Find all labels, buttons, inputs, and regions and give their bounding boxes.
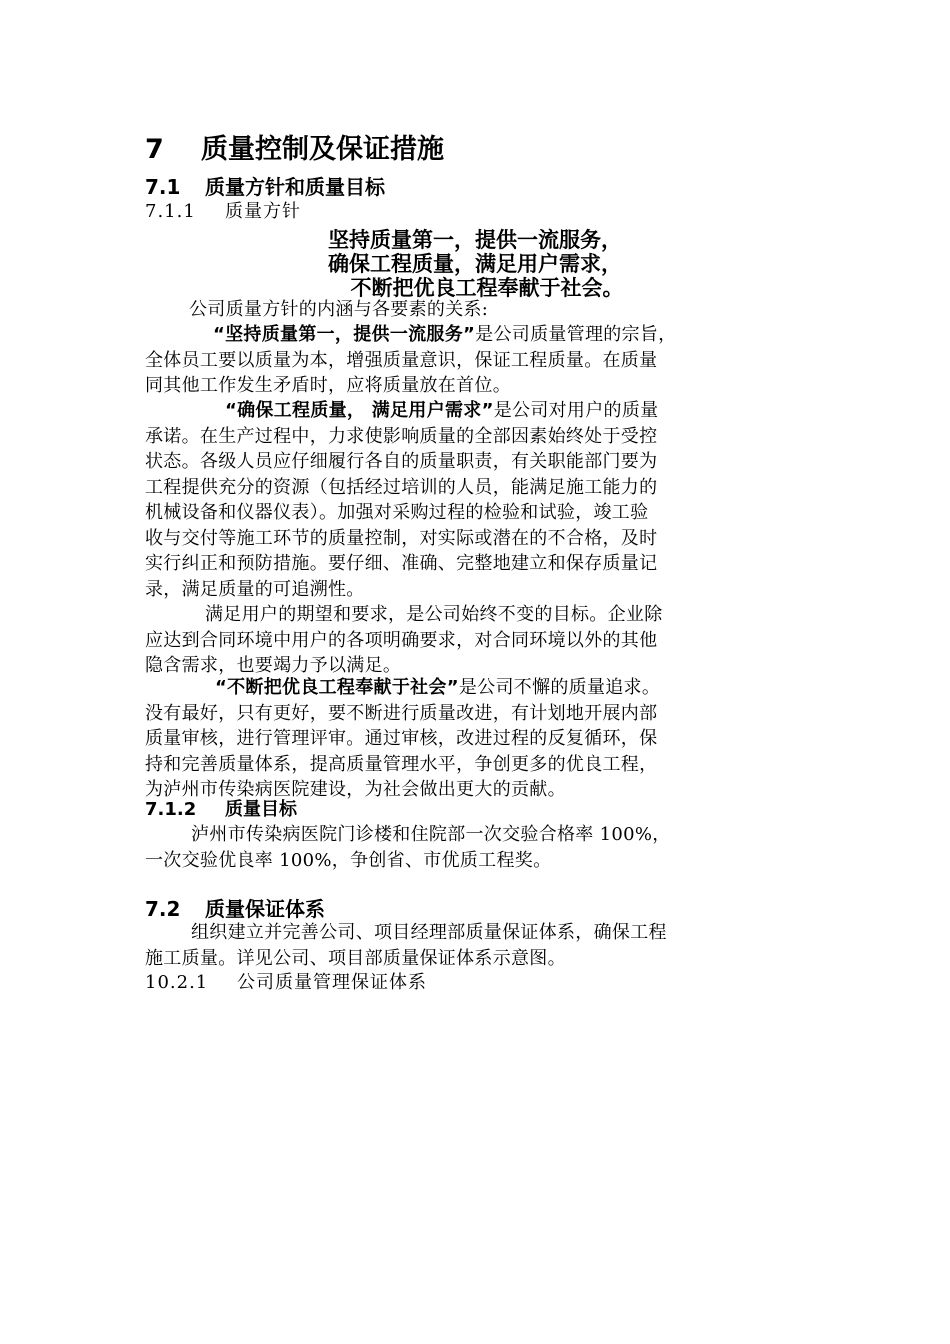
subsection-heading-7-1-1 [145,200,775,224]
highlight-quote: “不断把优良工程奉献于社会” [215,677,459,698]
intro-line: 公司质量方针的内涵与各要素的关系: [189,299,489,320]
paragraph-2: “确保工程质量， 满足用户需求”是公司对用户的质量 承诺。在生产过程中，力求使影响质量的全部因素始终处于受控 状态。各级人员应仔细履行各自的质量职责，有关职能部门要为 工程提供充分的资源（包括经过培训的人员，能满足施工能力的 机械设备和仪器仪表）。加强对采购过程的检验和试验，竣工验 收与交付等施工环节的质量控制，对实际或潜在的不合格，及时 实行纠正和预防措施。要仔细、准确、完整地建立和保存质量记 录，满足质量的可追溯性。 [145,400,659,600]
highlight-quote: “确保工程质量， 满足用户需求” [225,400,494,421]
intro-paragraph [145,297,775,323]
subsection-heading-10-2-1 [145,971,775,995]
slogan-line-1: 坚持质量第一，提供一流服务， [328,228,622,252]
system-paragraph: 组织建立并完善公司、项目经理部质量保证体系，确保工程 施工质量。详见公司、项目部质量保证体系示意图。 [145,922,667,969]
subsection-title: 质量方针和质量目标 [205,175,385,199]
subsection-number: 7.1.2 [145,799,197,820]
subsection-heading-7-1 [145,174,775,200]
section-title: 质量控制及保证措施 [201,134,444,165]
subsection-heading-7-1-2 [145,798,775,822]
subsection-heading-7-2 [145,896,775,922]
highlight-quote: “坚持质量第一，提供一流服务” [213,324,476,345]
paragraph-1: “坚持质量第一，提供一流服务”是公司质量管理的宗旨， 全体员工要以质量为本，增强质量意识，保证工程质量。在质量 同其他工作发生矛盾时，应将质量放在首位。 [145,324,677,396]
paragraph-3: 满足用户的期望和要求，是公司始终不变的目标。企业除 应达到合同环境中用户的各项明确要求，对合同环境以外的其他 隐含需求，也要竭力予以满足。 [145,604,663,676]
slogan-line-2: 确保工程质量，满足用户需求， [328,252,622,276]
section-heading [145,132,775,168]
subsection-title: 公司质量管理保证体系 [237,972,427,993]
subsection-title: 质量目标 [225,799,297,820]
slogan-line-3: 不断把优良工程奉献于社会。 [350,276,624,300]
subsection-number: 7.1.1 [145,201,196,222]
goal-paragraph: 泸州市传染病医院门诊楼和住院部一次交验合格率 100%， 一次交验优良率 100%，争创省、市优质工程奖。 [145,824,671,871]
subsection-number: 7.1 [145,175,181,199]
section-number: 7 [145,134,164,165]
paragraph-4: “不断把优良工程奉献于社会”是公司不懈的质量追求。 没有最好，只有更好，要不断进行质量改进，有计划地开展内部 质量审核，进行管理评审。通过审核，改进过程的反复循环，保 持和完善质量体系，提高质量管理水平，争创更多的优良工程， 为泸州市传染病医院建设，为社会做出更大的贡献。 [145,677,661,800]
subsection-title: 质量保证体系 [205,897,325,921]
subsection-title: 质量方针 [225,201,301,222]
subsection-number: 10.2.1 [145,972,209,993]
subsection-number: 7.2 [145,897,181,921]
